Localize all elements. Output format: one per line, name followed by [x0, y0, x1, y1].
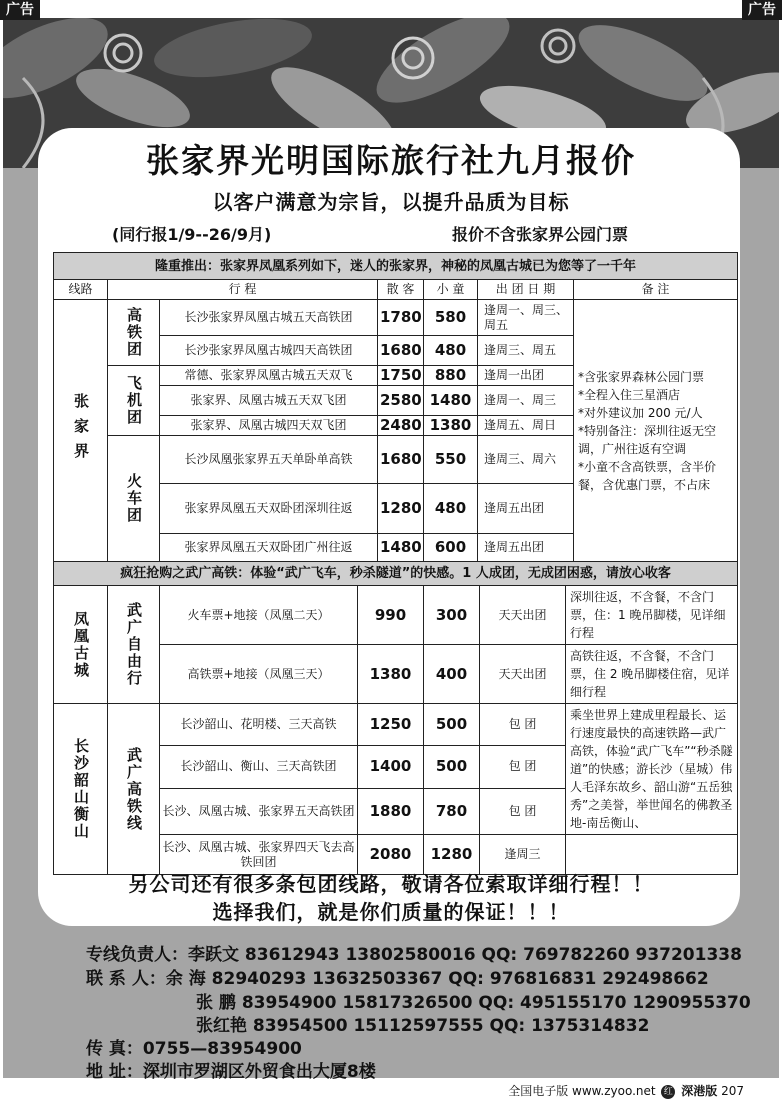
region-zhangjiajie: 张家界 — [72, 393, 90, 468]
page-number: 207 — [721, 1084, 744, 1098]
group-cell — [108, 586, 160, 704]
contact-person-3: 张红艳 83954500 15112597555 QQ: 1375314832 — [196, 1016, 650, 1036]
adult-price: 1780 — [378, 300, 424, 336]
adult-price: 1280 — [378, 484, 424, 534]
itinerary-cell: 张家界、凤凰古城五天双飞团 — [160, 386, 378, 416]
itinerary-cell: 长沙、凤凰古城、张家界五天高铁团 — [160, 788, 358, 834]
itinerary-cell: 长沙张家界凤凰古城五天高铁团 — [160, 300, 378, 336]
header-route: 线路 — [54, 280, 108, 300]
table-row — [54, 300, 738, 336]
ad-label-right: 广告 — [742, 0, 782, 20]
group-cell — [108, 366, 160, 436]
promo-banner: 隆重推出：张家界凤凰系列如下，迷人的张家界，神秘的凤凰古城已为您等了一千年 — [54, 253, 738, 280]
adult-price: 1250 — [358, 704, 424, 746]
slogan: 以客户满意为宗旨，以提升品质为目标 — [212, 190, 570, 214]
header-itinerary: 行 程 — [108, 280, 378, 300]
fax-number: 0755—83954900 — [142, 1039, 302, 1059]
manager-info: 李跃文 83612943 13802580016 QQ: 769782260 937201338 — [188, 945, 742, 965]
group-high-speed: 高铁团 — [125, 307, 143, 358]
adult-price: 2480 — [378, 416, 424, 436]
child-price: 500 — [424, 746, 480, 788]
adult-price: 1750 — [378, 366, 424, 386]
remarks-cell — [574, 300, 738, 562]
child-price: 1280 — [424, 835, 480, 875]
contact-person-1 — [86, 964, 709, 989]
edition-region: 深港版 — [681, 1084, 718, 1098]
contact-info: 余 海 82940293 13632503367 QQ: 976816831 292498662 — [165, 969, 709, 989]
ticket-note: 报价不含张家界公园门票 — [452, 225, 629, 244]
departure-dates: 天天出团 — [480, 586, 566, 645]
promo-row — [54, 253, 738, 280]
ad-label-left: 广告 — [0, 0, 40, 20]
departure-dates: 逢周三、周六 — [478, 436, 574, 484]
child-price: 780 — [424, 788, 480, 834]
child-price: 1480 — [424, 386, 478, 416]
itinerary-cell: 长沙张家界凤凰古城四天高铁团 — [160, 336, 378, 366]
group-cell — [108, 300, 160, 366]
address-label: 地 址： — [86, 1062, 143, 1082]
adult-price: 990 — [358, 586, 424, 645]
group-cell — [108, 436, 160, 562]
itinerary-cell: 长沙韶山、衡山、三天高铁团 — [160, 746, 358, 788]
remark-line: *含张家界森林公园门票 — [578, 369, 705, 384]
region-changsha: 长沙韶山衡山 — [72, 738, 90, 840]
page-footer — [508, 1082, 744, 1099]
table-row — [54, 704, 738, 746]
departure-dates: 包 团 — [480, 746, 566, 788]
promo-banner: 疯狂抢购之武广高铁：体验“武广飞车，秒杀隧道”的快感。1 人成团，无成团困惑，请放心收客 — [54, 562, 738, 586]
group-cell — [108, 704, 160, 875]
group-high-speed-line: 武广高铁线 — [125, 746, 143, 832]
header-child: 小 童 — [424, 280, 478, 300]
itinerary-cell: 长沙、凤凰古城、张家界四天飞去高铁回团 — [160, 835, 358, 875]
closing-line-1: 另公司还有很多条包团线路，敬请各位索取详细行程！！ — [128, 872, 654, 896]
region-fenghuang: 凤凰古城 — [72, 610, 90, 679]
address-line — [86, 1057, 376, 1082]
departure-dates: 天天出团 — [480, 645, 566, 704]
departure-dates: 逢周一、周三、周五 — [478, 300, 574, 336]
header-adult: 散 客 — [378, 280, 424, 300]
group-free-travel: 武广自由行 — [125, 602, 143, 687]
address-text: 深圳市罗湖区外贸食出大厦8楼 — [142, 1062, 376, 1082]
itinerary-cell: 张家界凤凰五天双卧团广州往返 — [160, 534, 378, 562]
table-row — [54, 586, 738, 645]
page-title: 张家界光明国际旅行社九月报价 — [146, 141, 636, 180]
zhangjiajie-price-table — [53, 252, 738, 562]
header-remarks: 备 注 — [574, 280, 738, 300]
child-price: 880 — [424, 366, 478, 386]
child-price: 500 — [424, 704, 480, 746]
table-header-row — [54, 280, 738, 300]
departure-dates: 逢周三 — [480, 835, 566, 875]
departure-dates: 逢周五、周日 — [478, 416, 574, 436]
itinerary-cell: 张家界、凤凰古城四天双飞团 — [160, 416, 378, 436]
child-price: 480 — [424, 484, 478, 534]
child-price: 400 — [424, 645, 480, 704]
child-price: 480 — [424, 336, 478, 366]
child-price: 580 — [424, 300, 478, 336]
adult-price: 1680 — [378, 336, 424, 366]
adult-price: 1680 — [378, 436, 424, 484]
adult-price: 1880 — [358, 788, 424, 834]
fax-label: 传 真： — [86, 1039, 143, 1059]
itinerary-cell: 火车票+地接（凤凰二天） — [160, 586, 358, 645]
edition-text: 全国电子版 www.zyoo.net — [508, 1084, 656, 1098]
remark-cell: 深圳往返，不含餐，不含门票，住：1 晚吊脚楼，见详细行程 — [566, 586, 738, 645]
departure-dates: 逢周三、周五 — [478, 336, 574, 366]
promo-row — [54, 562, 738, 586]
region-cell — [54, 704, 108, 875]
remark-line: *对外建议加 200 元/人 — [578, 405, 703, 420]
adult-price: 2080 — [358, 835, 424, 875]
closing-line-2: 选择我们，就是你们质量的保证！！！ — [212, 900, 570, 924]
fax-line — [86, 1034, 302, 1059]
departure-dates: 逢周五出团 — [478, 534, 574, 562]
group-flight: 飞机团 — [125, 375, 143, 426]
child-price: 1380 — [424, 416, 478, 436]
adult-price: 2580 — [378, 386, 424, 416]
departure-dates: 包 团 — [480, 704, 566, 746]
itinerary-cell: 张家界凤凰五天双卧团深圳往返 — [160, 484, 378, 534]
remark-cell: 高铁往返，不含餐，不含门票，住 2 晚吊脚楼住宿，见详细行程 — [566, 645, 738, 704]
adult-price: 1400 — [358, 746, 424, 788]
remark-line: *特别备注：深圳往返无空调，广州往返有空调 — [578, 423, 717, 456]
departure-dates: 包 团 — [480, 788, 566, 834]
itinerary-cell: 高铁票+地接（凤凰三天） — [160, 645, 358, 704]
child-price: 600 — [424, 534, 478, 562]
itinerary-cell: 长沙凤凰张家界五天单卧单高铁 — [160, 436, 378, 484]
publisher-logo-icon: 红 — [661, 1085, 675, 1099]
contact-label: 联 系 人： — [86, 969, 166, 989]
adult-price: 1380 — [358, 645, 424, 704]
itinerary-cell: 长沙韶山、花明楼、三天高铁 — [160, 704, 358, 746]
adult-price: 1480 — [378, 534, 424, 562]
header-dates: 出 团 日 期 — [478, 280, 574, 300]
departure-dates: 逢周一出团 — [478, 366, 574, 386]
date-range-note: (同行报1/9--26/9月) — [112, 225, 272, 244]
remark-cell: 乘坐世界上建成里程最长、运行速度最快的高速铁路—武广高铁，体验“武广飞车”“秒杀隧道”的快感；游长沙（星城）伟人毛泽东故乡、韶山游“五岳独秀”之美誉，举世闻名的佛教圣地-南岳衡山、 — [566, 704, 738, 835]
child-price: 550 — [424, 436, 478, 484]
manager-label: 专线负责人： — [86, 945, 188, 965]
wuguang-price-table — [53, 561, 738, 875]
remark-line: *全程入住三星酒店 — [578, 387, 681, 402]
contact-person-2: 张 鹏 83954900 15817326500 QQ: 495155170 1290955370 — [196, 993, 751, 1013]
departure-dates: 逢周五出团 — [478, 484, 574, 534]
itinerary-cell: 常德、张家界凤凰古城五天双飞 — [160, 366, 378, 386]
group-train: 火车团 — [125, 473, 143, 524]
child-price: 300 — [424, 586, 480, 645]
departure-dates: 逢周一、周三 — [478, 386, 574, 416]
manager-contact — [86, 940, 742, 965]
region-cell — [54, 586, 108, 704]
remark-line: *小童不含高铁票，含半价餐，含优惠门票，不占床 — [578, 459, 717, 492]
region-cell — [54, 300, 108, 562]
